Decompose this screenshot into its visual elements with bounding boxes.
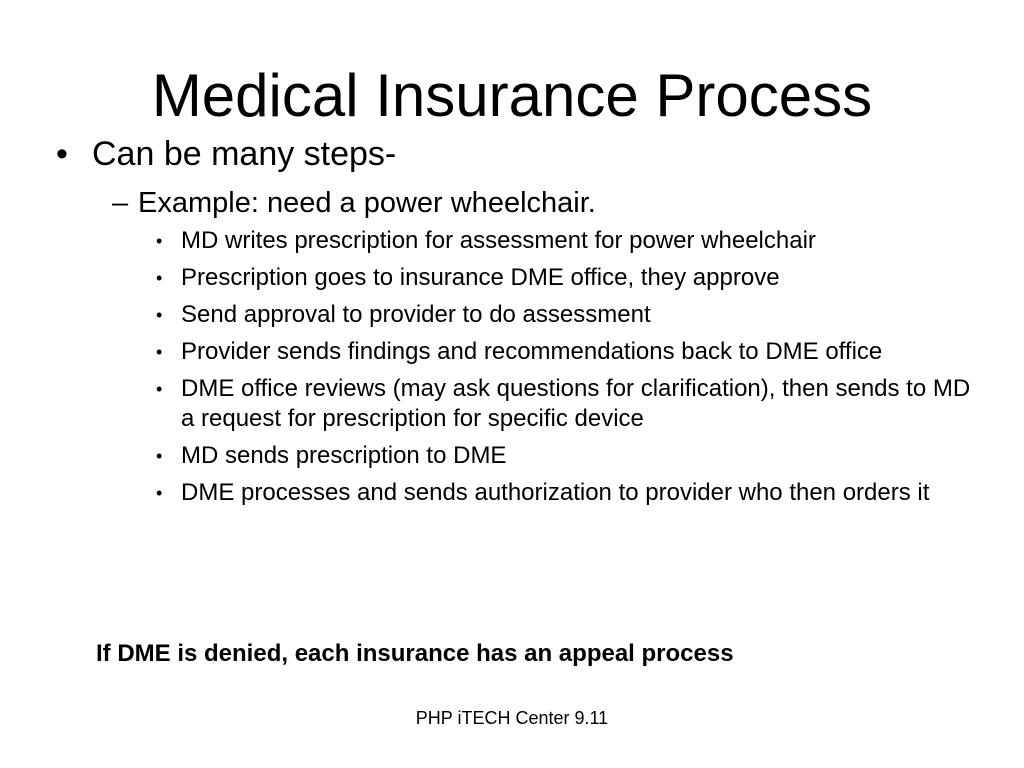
bullet-level2-text: Example: need a power wheelchair. [138,187,596,219]
bullet-level1-text: Can be many steps- [92,135,397,173]
step-text: DME processes and sends authorization to provider who then orders it [181,479,930,506]
bullet-dot: • [156,305,163,325]
step-item [156,226,976,256]
step-text: MD sends prescription to DME [181,442,507,469]
bullet-dash: – [112,187,129,219]
slide-footer: PHP iTECH Center 9.11 [415,708,609,728]
step-list [156,226,976,515]
step-item [156,337,976,367]
bullet-dot: • [56,135,68,173]
bullet-dot: • [156,231,163,251]
step-text: Provider sends findings and recommendations back to DME office [181,338,883,365]
step-item [156,478,976,508]
appeal-note: If DME is denied, each insurance has an appeal process [96,640,734,667]
step-text: MD writes prescription for assessment for power wheelchair [181,227,816,254]
bullet-dot: • [156,379,163,399]
step-item [156,441,976,471]
bullet-dot: • [156,446,163,466]
step-text: Send approval to provider to do assessment [181,301,651,328]
bullet-level2 [112,184,596,222]
step-item [156,374,976,434]
step-text: Prescription goes to insurance DME office, they approve [181,264,780,291]
bullet-dot: • [156,268,163,288]
bullet-dot: • [156,342,163,362]
step-item [156,263,976,293]
bullet-level1 [56,132,396,176]
slide-title: Medical Insurance Process [151,62,873,129]
step-text: DME office reviews (may ask questions for clarification), then sends to MD a request for prescription for specific device [181,375,971,432]
bullet-dot: • [156,483,163,503]
step-item [156,300,976,330]
